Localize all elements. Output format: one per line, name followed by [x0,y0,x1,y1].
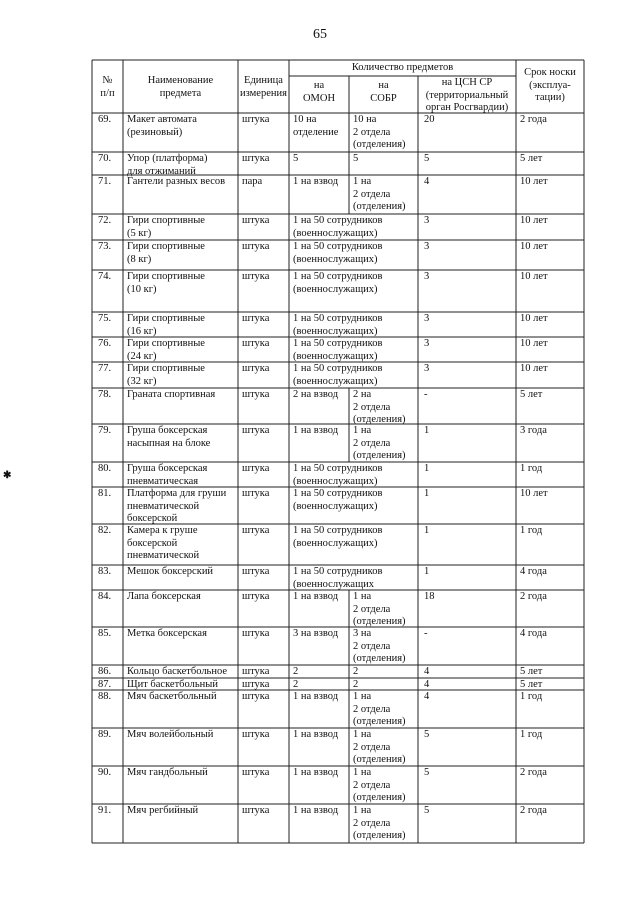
cell-csn: 1 [424,463,430,474]
cell-omon: 2 [293,679,299,690]
cell-num: 89. [98,729,112,740]
cell-term: 5 лет [520,389,543,400]
cell-term: 10 лет [520,241,548,252]
cell-term: 10 лет [520,176,548,187]
cell-omon: 1 на взвод [293,425,339,436]
cell-omon: 2 [293,666,299,677]
cell-csn: 3 [424,215,430,226]
cell-term: 1 год [520,525,543,536]
cell-term: 1 год [520,691,543,702]
cell-omon-sobr: 1 на 50 сотрудников (военнослужащих) [293,525,383,549]
cell-omon-sobr: 1 на 50 сотрудников (военнослужащих) [293,338,383,362]
cell-sobr: 1 на 2 отдела (отделения) [353,691,406,727]
cell-name: Макет автомата (резиновый) [127,114,197,138]
cell-csn: 4 [424,176,430,187]
cell-num: 82. [98,525,112,536]
cell-term: 5 лет [520,153,543,164]
cell-name: Груша боксерская пневматическая [127,463,208,487]
cell-name: Мяч волейбольный [127,729,214,740]
cell-unit: штука [242,463,270,474]
cell-num: 84. [98,591,112,602]
cell-omon-sobr: 1 на 50 сотрудников (военнослужащих) [293,241,383,265]
cell-csn: 4 [424,666,430,677]
cell-omon-sobr: 1 на 50 сотрудников (военнослужащих) [293,271,383,295]
cell-csn: 1 [424,566,430,577]
cell-sobr: 1 на 2 отдела (отделения) [353,805,406,841]
cell-name: Гири спортивные (16 кг) [127,313,205,337]
cell-num: 71. [98,176,112,187]
cell-name: Мяч регбийный [127,805,199,816]
cell-name: Гантели разных весов [127,176,226,187]
cell-num: 72. [98,215,112,226]
cell-unit: штука [242,525,270,536]
cell-term: 10 лет [520,338,548,349]
margin-mark: ✱ [3,470,12,481]
cell-omon: 1 на взвод [293,729,339,740]
cell-term: 5 лет [520,666,543,677]
cell-unit: штука [242,729,270,740]
header-csn: на ЦСН СР (территориальный орган Росгвардии) [425,77,509,113]
cell-csn: 1 [424,425,430,436]
cell-csn: 5 [424,805,430,816]
cell-csn: 3 [424,363,430,374]
cell-unit: штука [242,666,270,677]
header-unit: Единица измерения [240,75,287,99]
cell-name: Мяч гандбольный [127,767,208,778]
cell-name: Упор (платформа) для отжиманий [127,153,208,177]
cell-csn: 1 [424,488,430,499]
cell-num: 81. [98,488,112,499]
cell-num: 78. [98,389,112,400]
cell-csn: 3 [424,313,430,324]
cell-term: 10 лет [520,215,548,226]
cell-num: 85. [98,628,112,639]
cell-unit: штука [242,767,270,778]
cell-unit: штука [242,389,270,400]
cell-num: 91. [98,805,112,816]
cell-term: 10 лет [520,488,548,499]
cell-name: Кольцо баскетбольное [127,666,228,677]
cell-sobr: 1 на 2 отдела (отделения) [353,767,406,803]
header-omon: на ОМОН [302,80,336,104]
cell-num: 74. [98,271,112,282]
cell-term: 2 года [520,767,547,778]
header-quantity-group: Количество предметов [351,62,454,73]
cell-num: 87. [98,679,112,690]
cell-csn: 1 [424,525,430,536]
cell-unit: штука [242,805,270,816]
cell-sobr: 2 [353,666,359,677]
cell-csn: 4 [424,679,430,690]
cell-name: Платформа для груши пневматической боксерской [127,488,227,524]
cell-omon: 5 [293,153,299,164]
cell-unit: штука [242,591,270,602]
cell-csn: 4 [424,691,430,702]
cell-csn: 5 [424,767,430,778]
cell-num: 76. [98,338,112,349]
cell-csn: 18 [424,591,435,602]
cell-unit: пара [242,176,263,187]
cell-csn: 20 [424,114,435,125]
cell-term: 10 лет [520,363,548,374]
cell-name: Гири спортивные (24 кг) [127,338,205,362]
cell-name: Метка боксерская [127,628,207,639]
cell-num: 69. [98,114,112,125]
cell-num: 77. [98,363,112,374]
cell-term: 10 лет [520,313,548,324]
cell-csn: 5 [424,153,430,164]
cell-unit: штука [242,215,270,226]
cell-sobr: 1 на 2 отдела (отделения) [353,729,406,765]
cell-num: 86. [98,666,112,677]
cell-csn: 5 [424,729,430,740]
cell-csn: - [424,389,428,400]
cell-unit: штука [242,153,270,164]
cell-name: Мешок боксерский [127,566,214,577]
cell-unit: штука [242,488,270,499]
cell-csn: 3 [424,241,430,252]
cell-omon-sobr: 1 на 50 сотрудников (военнослужащих) [293,313,383,337]
cell-num: 73. [98,241,112,252]
cell-term: 5 лет [520,679,543,690]
header-sobr: на СОБР [370,80,397,104]
cell-unit: штука [242,566,270,577]
cell-num: 79. [98,425,112,436]
cell-omon: 10 на отделение [293,114,339,138]
cell-omon: 2 на взвод [293,389,339,400]
cell-unit: штука [242,114,270,125]
cell-unit: штука [242,363,270,374]
cell-sobr: 5 [353,153,359,164]
cell-unit: штука [242,628,270,639]
cell-name: Граната спортивная [127,389,216,400]
cell-sobr: 1 на 2 отдела (отделения) [353,176,406,212]
cell-csn: - [424,628,428,639]
cell-name: Гири спортивные (8 кг) [127,241,205,265]
cell-csn: 3 [424,338,430,349]
cell-omon: 1 на взвод [293,805,339,816]
cell-sobr: 2 [353,679,359,690]
cell-csn: 3 [424,271,430,282]
cell-num: 70. [98,153,112,164]
cell-name: Гири спортивные (5 кг) [127,215,205,239]
cell-unit: штука [242,691,270,702]
cell-name: Гири спортивные (10 кг) [127,271,205,295]
header-name: Наименование предмета [147,75,214,99]
cell-omon-sobr: 1 на 50 сотрудников (военнослужащих) [293,363,383,387]
cell-term: 2 года [520,805,547,816]
cell-num: 83. [98,566,112,577]
cell-omon-sobr: 1 на 50 сотрудников (военнослужащих) [293,215,383,239]
cell-unit: штука [242,271,270,282]
cell-unit: штука [242,313,270,324]
cell-name: Камера к груше боксерской пневматической [127,525,200,561]
cell-unit: штука [242,425,270,436]
cell-num: 90. [98,767,112,778]
cell-omon: 1 на взвод [293,691,339,702]
cell-name: Лапа боксерская [127,591,201,602]
cell-name: Щит баскетбольный [127,679,218,690]
cell-num: 75. [98,313,112,324]
cell-omon: 1 на взвод [293,176,339,187]
cell-sobr: 10 на 2 отдела (отделения) [353,114,406,150]
cell-term: 4 года [520,566,547,577]
cell-term: 2 года [520,591,547,602]
cell-sobr: 3 на 2 отдела (отделения) [353,628,406,664]
cell-omon-sobr: 1 на 50 сотрудников (военнослужащих [293,566,383,590]
cell-sobr: 1 на 2 отдела (отделения) [353,425,406,461]
cell-term: 3 года [520,425,547,436]
cell-unit: штука [242,679,270,690]
cell-omon-sobr: 1 на 50 сотрудников (военнослужащих) [293,463,383,487]
page-number: 65 [313,27,327,42]
cell-name: Груша боксерская насыпная на блоке [127,425,211,449]
header-num: № п/п [100,75,115,99]
cell-term: 2 года [520,114,547,125]
cell-sobr: 1 на 2 отдела (отделения) [353,591,406,627]
cell-omon: 1 на взвод [293,591,339,602]
cell-omon: 1 на взвод [293,767,339,778]
cell-term: 10 лет [520,271,548,282]
cell-unit: штука [242,338,270,349]
cell-name: Гири спортивные (32 кг) [127,363,205,387]
cell-term: 4 года [520,628,547,639]
cell-term: 1 год [520,463,543,474]
cell-sobr: 2 на 2 отдела (отделения) [353,389,406,425]
cell-omon-sobr: 1 на 50 сотрудников (военнослужащих) [293,488,383,512]
cell-num: 80. [98,463,112,474]
header-term: Срок носки (эксплуа- тации) [524,67,576,103]
cell-num: 88. [98,691,112,702]
cell-unit: штука [242,241,270,252]
cell-name: Мяч баскетбольный [127,691,217,702]
cell-omon: 3 на взвод [293,628,339,639]
cell-term: 1 год [520,729,543,740]
